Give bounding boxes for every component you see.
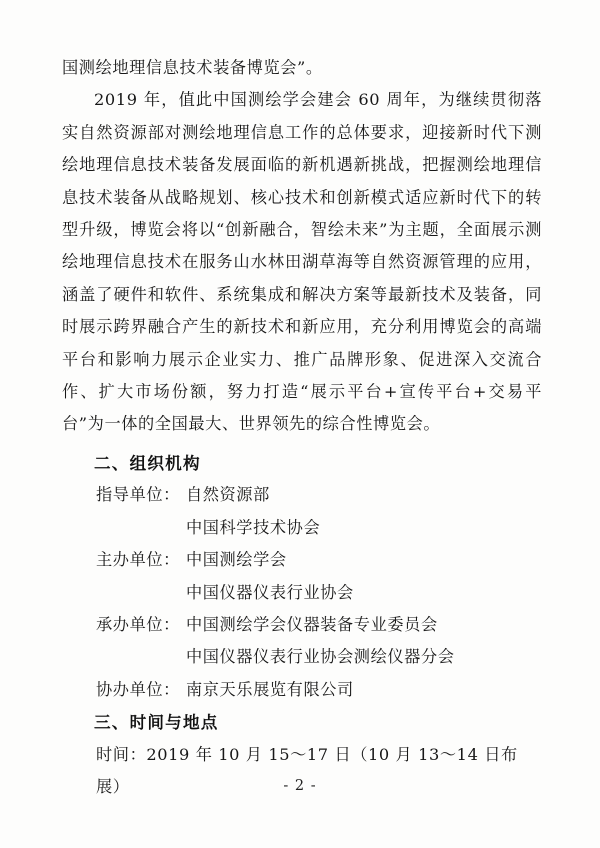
org-row-host <box>96 544 542 609</box>
org-value: 中国科学技术协会 <box>185 517 321 537</box>
org-value: 自然资源部 <box>185 485 270 505</box>
org-label: 协办单位： <box>96 679 180 699</box>
org-label: 主办单位： <box>96 550 180 570</box>
org-values <box>180 609 455 674</box>
org-value: 中国仪器仪表行业协会测绘仪器分会 <box>185 647 455 667</box>
org-row-guidance <box>96 479 542 544</box>
org-row-organizer <box>96 609 542 674</box>
org-value: 中国测绘学会仪器装备专业委员会 <box>185 614 438 634</box>
section-heading-time-location: 三、时间与地点 <box>94 712 219 733</box>
org-values <box>180 544 354 609</box>
time-line: 时间：2019 年 10 月 15～17 日（10 月 13～14 日布展） <box>96 744 518 796</box>
org-row-coorganizer <box>96 674 542 706</box>
org-values <box>180 479 320 544</box>
org-label: 指导单位： <box>96 485 180 505</box>
org-value: 中国仪器仪表行业协会 <box>185 582 354 602</box>
paragraph-body-intro: 2019 年，值此中国测绘学会建会 60 周年，为继续贯彻落实自然资源部对测绘地理信息工作的总体要求，迎接新时代下测绘地理信息技术装备发展面临的新机遇新挑战，把握测绘地理信息技术装备从战略规划、核心技术和创新模式适应新时代下的转型升级，博览会将以“创新融合，智绘未来”为主题，全面展示测绘地理信息技术在服务山水林田湖草海等自然资源管理的应用，涵盖了硬件和软件、系统集成和解决方案等最新技术及装备，同时展示跨界融合产生的新技术和新应用，充分利用博览会的高端平台和影响力展示企业实力、推广品牌形象、促进深入交流合作、扩大市场份额，努力打造“展示平台+宣传平台+交易平台”为一体的全国最大、世界领先的综合性博览会。 <box>62 90 542 434</box>
org-values <box>180 674 354 706</box>
section-heading-organization: 二、组织机构 <box>94 452 201 473</box>
paragraph-continuation: 国测绘地理信息技术装备博览会”。 <box>62 58 323 77</box>
organization-list <box>62 479 542 706</box>
org-label: 承办单位： <box>96 614 180 634</box>
org-value: 南京天乐展览有限公司 <box>185 679 354 699</box>
page-number: - 2 - <box>283 778 317 794</box>
document-body <box>62 52 542 803</box>
org-value: 中国测绘学会 <box>185 550 287 570</box>
